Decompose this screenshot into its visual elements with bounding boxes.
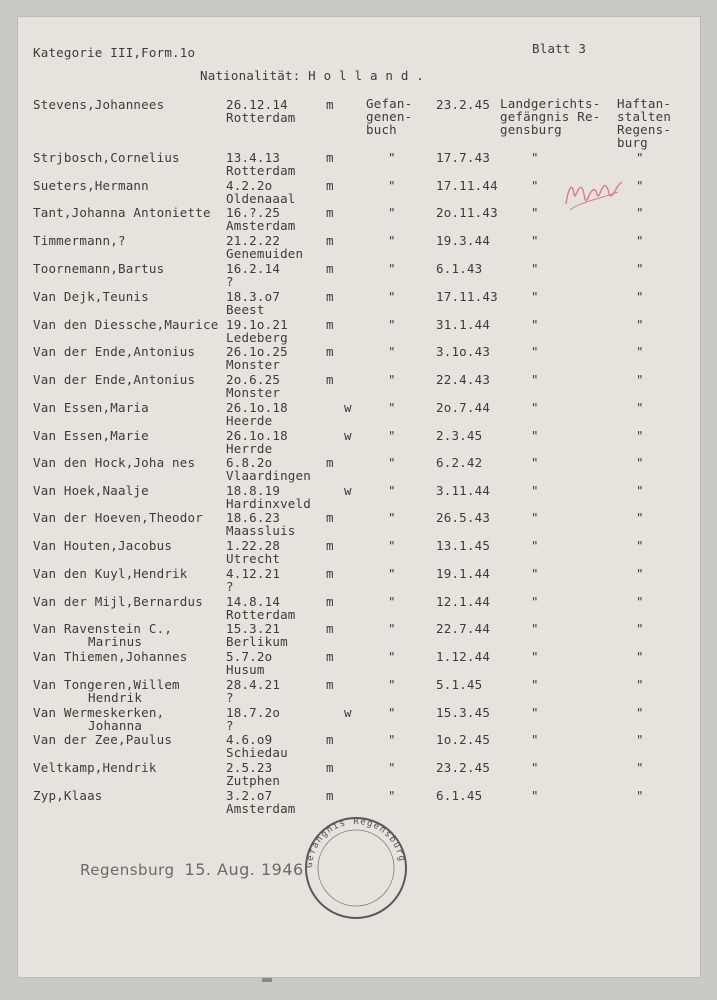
ditto-mark: " [531, 289, 539, 304]
ditto-mark: " [531, 649, 539, 664]
ditto-mark: " [636, 205, 644, 220]
sex-code: m [326, 538, 334, 553]
sex-code: m [326, 594, 334, 609]
ditto-mark: " [636, 510, 644, 525]
nationality-heading: Nationalität: H o l l a n d . [200, 68, 425, 83]
svg-text:Gefängnis Regensburg [305, 817, 407, 868]
record-date: 6.1.43 [436, 261, 483, 276]
birth-place: Oldenaaal [226, 191, 296, 206]
birth-place: ? [226, 274, 234, 289]
ditto-mark: " [388, 372, 396, 387]
birth-place: Rotterdam [226, 110, 296, 125]
person-name: Van Tongeren,Willem [33, 677, 180, 692]
ditto-mark: " [531, 621, 539, 636]
birth-place: Monster [226, 357, 281, 372]
ditto-mark: " [636, 677, 644, 692]
ditto-mark: " [531, 705, 539, 720]
birth-date: 26.1o.25 [226, 344, 288, 359]
ditto-mark: " [388, 400, 396, 415]
person-name: Van den Diessche,Maurice [33, 317, 219, 332]
ditto-mark: " [388, 344, 396, 359]
ditto-mark: " [388, 760, 396, 775]
sex-code: m [326, 760, 334, 775]
record-date: 31.1.44 [436, 317, 491, 332]
birth-place: Berlikum [226, 634, 288, 649]
ditto-mark: " [636, 289, 644, 304]
sex-code: m [326, 788, 334, 803]
person-name: Van Wermeskerken, [33, 705, 165, 720]
birth-place: Zutphen [226, 773, 281, 788]
sex-code: w [344, 428, 352, 443]
ditto-mark: " [636, 233, 644, 248]
sex-code: m [326, 289, 334, 304]
ditto-mark: " [531, 428, 539, 443]
sex-code: m [326, 178, 334, 193]
ditto-mark: " [636, 261, 644, 276]
record-date: 2.3.45 [436, 428, 483, 443]
sheet-number: Blatt 3 [532, 41, 587, 56]
punch-mark [262, 978, 272, 982]
sex-code: m [326, 205, 334, 220]
ditto-mark: " [636, 483, 644, 498]
ditto-mark: " [531, 594, 539, 609]
record-date: 17.11.43 [436, 289, 498, 304]
person-name: Van den Hock,Joha nes [33, 455, 196, 470]
ditto-mark: " [636, 621, 644, 636]
ditto-mark: " [531, 205, 539, 220]
birth-place: Beest [226, 302, 265, 317]
prison-seal [300, 812, 412, 924]
ditto-mark: " [388, 150, 396, 165]
ditto-mark: " [388, 677, 396, 692]
ditto-mark: " [636, 760, 644, 775]
sex-code: m [326, 233, 334, 248]
person-name: Van Houten,Jacobus [33, 538, 173, 553]
person-name: Stevens,Johannees [33, 97, 165, 112]
ditto-mark: " [531, 788, 539, 803]
person-name-cont: Marinus [88, 634, 143, 649]
sex-code: m [326, 566, 334, 581]
birth-place: ? [226, 690, 234, 705]
person-name: Timmermann,? [33, 233, 126, 248]
ditto-mark: " [636, 788, 644, 803]
birth-date: 28.4.21 [226, 677, 281, 692]
birth-date: 26.12.14 [226, 97, 288, 112]
person-name: Van Hoek,Naalje [33, 483, 149, 498]
record-date: 22.4.43 [436, 372, 491, 387]
birth-date: 18.7.2o [226, 705, 281, 720]
person-name: Van Essen,Maria [33, 400, 149, 415]
ditto-mark: " [388, 178, 396, 193]
birth-date: 1.22.28 [226, 538, 281, 553]
record-date: 19.1.44 [436, 566, 491, 581]
birth-date: 26.1o.18 [226, 400, 288, 415]
record-date: 1.12.44 [436, 649, 491, 664]
person-name: Tant,Johanna Antoniette [33, 205, 211, 220]
birth-place: Monster [226, 385, 281, 400]
ditto-mark: " [388, 205, 396, 220]
ditto-mark: " [636, 344, 644, 359]
ditto-mark: " [531, 344, 539, 359]
birth-date: 4.12.21 [226, 566, 281, 581]
birth-date: 16.2.14 [226, 261, 281, 276]
ditto-mark: " [388, 455, 396, 470]
person-name: Zyp,Klaas [33, 788, 103, 803]
sex-code: m [326, 97, 334, 112]
ditto-mark: " [388, 261, 396, 276]
birth-date: 26.1o.18 [226, 428, 288, 443]
place-date-stamp [80, 860, 304, 879]
record-date: 2o.7.44 [436, 400, 491, 415]
birth-place: Heerde [226, 413, 273, 428]
birth-date: 4.6.o9 [226, 732, 273, 747]
sex-code: m [326, 150, 334, 165]
person-name-cont: Hendrik [88, 690, 143, 705]
person-name: Van der Ende,Antonius [33, 372, 196, 387]
ditto-mark: " [531, 566, 539, 581]
birth-place: Ledeberg [226, 330, 288, 345]
birth-place: Hardinxveld [226, 496, 311, 511]
record-date: 5.1.45 [436, 677, 483, 692]
ditto-mark: " [388, 705, 396, 720]
person-name: Van der Hoeven,Theodor [33, 510, 203, 525]
birth-place: Amsterdam [226, 218, 296, 233]
seal-text: Gefängnis Regensburg [304, 816, 407, 869]
record-date: 23.2.45 [436, 97, 491, 112]
ditto-mark: " [531, 178, 539, 193]
birth-place: Utrecht [226, 551, 281, 566]
birth-date: 4.2.2o [226, 178, 273, 193]
sex-code: w [344, 705, 352, 720]
ditto-mark: " [388, 621, 396, 636]
birth-date: 2.5.23 [226, 760, 273, 775]
person-name: Toornemann,Bartus [33, 261, 165, 276]
ditto-mark: " [531, 233, 539, 248]
sex-code: m [326, 372, 334, 387]
ditto-mark: " [531, 538, 539, 553]
ditto-mark: " [636, 649, 644, 664]
ditto-mark: " [531, 483, 539, 498]
record-date: 1o.2.45 [436, 732, 491, 747]
person-name: Van Ravenstein C., [33, 621, 173, 636]
ditto-mark: " [388, 428, 396, 443]
person-name: Van Thiemen,Johannes [33, 649, 188, 664]
birth-date: 18.8.19 [226, 483, 281, 498]
ditto-mark: " [388, 317, 396, 332]
birth-date: 16.?.25 [226, 205, 281, 220]
record-date: 26.5.43 [436, 510, 491, 525]
ditto-mark: " [636, 705, 644, 720]
ditto-mark: " [636, 178, 644, 193]
record-date: 6.1.45 [436, 788, 483, 803]
ditto-mark: " [531, 455, 539, 470]
stamp-city: Regensburg [80, 861, 175, 879]
person-name: Van der Ende,Antonius [33, 344, 196, 359]
record-date: 17.7.43 [436, 150, 491, 165]
ditto-mark: " [388, 649, 396, 664]
ditto-mark: " [388, 732, 396, 747]
record-date: 23.2.45 [436, 760, 491, 775]
sex-code: m [326, 649, 334, 664]
birth-date: 2o.6.25 [226, 372, 281, 387]
sex-code: m [326, 455, 334, 470]
sex-code: m [326, 317, 334, 332]
person-name: Van der Mijl,Bernardus [33, 594, 203, 609]
record-date: 3.11.44 [436, 483, 491, 498]
ditto-mark: " [636, 455, 644, 470]
ditto-mark: " [531, 372, 539, 387]
person-name: Van den Kuyl,Hendrik [33, 566, 188, 581]
person-name: Sueters,Hermann [33, 178, 149, 193]
ditto-mark: " [388, 566, 396, 581]
ditto-mark: " [531, 400, 539, 415]
record-date: 3.1o.43 [436, 344, 491, 359]
sex-code: m [326, 621, 334, 636]
birth-place: Rotterdam [226, 607, 296, 622]
birth-place: Maassluis [226, 523, 296, 538]
record-date: 15.3.45 [436, 705, 491, 720]
record-date: 17.11.44 [436, 178, 498, 193]
ditto-mark: " [636, 594, 644, 609]
sex-code: m [326, 344, 334, 359]
birth-date: 18.6.23 [226, 510, 281, 525]
birth-date: 15.3.21 [226, 621, 281, 636]
record-date: 19.3.44 [436, 233, 491, 248]
person-name: Strjbosch,Cornelius [33, 150, 180, 165]
ditto-mark: " [531, 677, 539, 692]
ditto-mark: " [531, 150, 539, 165]
person-name: Van Dejk,Teunis [33, 289, 149, 304]
birth-place: Rotterdam [226, 163, 296, 178]
ditto-mark: " [388, 233, 396, 248]
ditto-mark: " [636, 372, 644, 387]
ditto-mark: " [388, 289, 396, 304]
birth-date: 5.7.2o [226, 649, 273, 664]
sex-code: w [344, 483, 352, 498]
ditto-mark: " [388, 483, 396, 498]
birth-place: Genemuiden [226, 246, 304, 261]
category-label: Kategorie III,Form.1o [33, 45, 196, 60]
person-name-cont: Johanna [88, 718, 143, 733]
record-date: 6.2.42 [436, 455, 483, 470]
birth-date: 18.3.o7 [226, 289, 281, 304]
birth-place: ? [226, 718, 234, 733]
birth-date: 21.2.22 [226, 233, 281, 248]
birth-date: 19.1o.21 [226, 317, 288, 332]
ditto-mark: " [388, 510, 396, 525]
birth-place: Herrde [226, 441, 273, 456]
birth-date: 13.4.13 [226, 150, 281, 165]
person-name: Veltkamp,Hendrik [33, 760, 157, 775]
ditto-mark: " [531, 317, 539, 332]
ditto-mark: " [388, 538, 396, 553]
ditto-mark: " [636, 566, 644, 581]
stamp-date: 15. Aug. 1946 [184, 860, 304, 879]
birth-date: 6.8.2o [226, 455, 273, 470]
record-date: 12.1.44 [436, 594, 491, 609]
person-name: Van der Zee,Paulus [33, 732, 173, 747]
record-date: 22.7.44 [436, 621, 491, 636]
birth-place: Schiedau [226, 745, 288, 760]
birth-place: Amsterdam [226, 801, 296, 816]
ditto-mark: " [636, 317, 644, 332]
sex-code: m [326, 510, 334, 525]
ditto-mark: " [531, 732, 539, 747]
sex-code: m [326, 261, 334, 276]
ditto-mark: " [636, 732, 644, 747]
ditto-mark: " [636, 150, 644, 165]
sex-code: m [326, 677, 334, 692]
birth-place: Vlaardingen [226, 468, 311, 483]
birth-place: Husum [226, 662, 265, 677]
red-signature [560, 172, 630, 217]
birth-date: 14.8.14 [226, 594, 281, 609]
ditto-mark: " [531, 510, 539, 525]
ditto-mark: " [388, 788, 396, 803]
ditto-mark: " [531, 760, 539, 775]
ditto-mark: " [636, 538, 644, 553]
ditto-mark: " [531, 261, 539, 276]
ditto-mark: " [636, 400, 644, 415]
birth-date: 3.2.o7 [226, 788, 273, 803]
sex-code: w [344, 400, 352, 415]
record-date: 2o.11.43 [436, 205, 498, 220]
sex-code: m [326, 732, 334, 747]
ditto-mark: " [388, 594, 396, 609]
ditto-mark: " [636, 428, 644, 443]
record-date: 13.1.45 [436, 538, 491, 553]
birth-place: ? [226, 579, 234, 594]
person-name: Van Essen,Marie [33, 428, 149, 443]
